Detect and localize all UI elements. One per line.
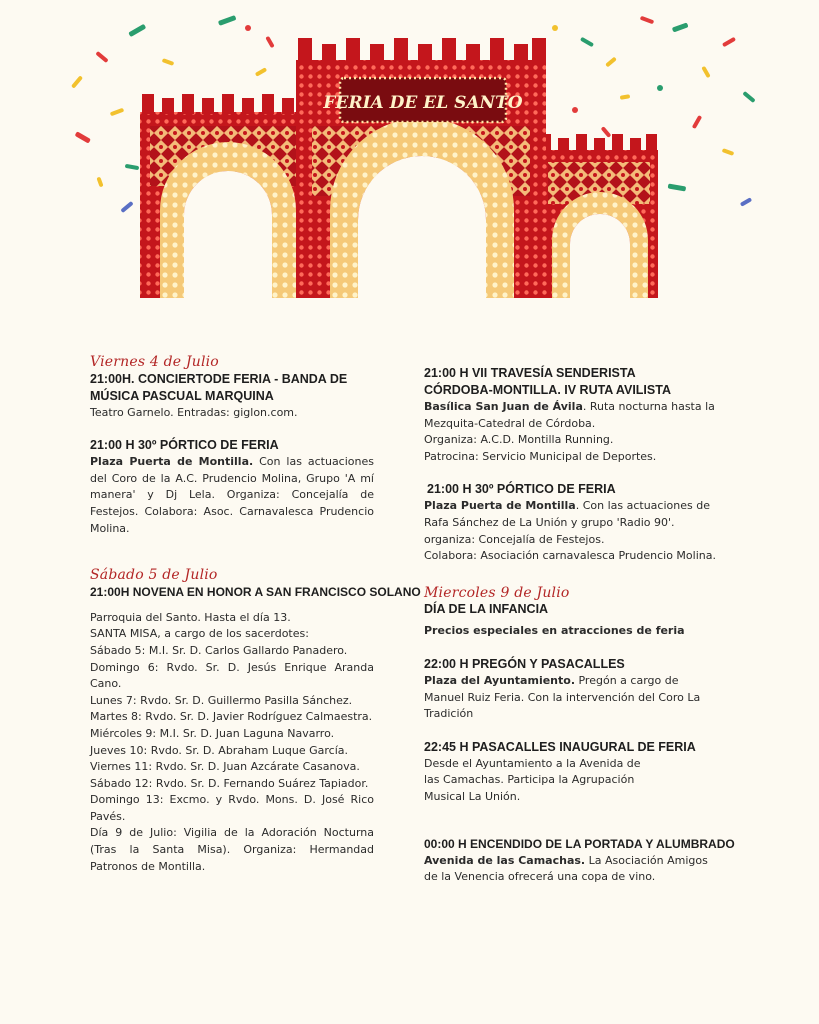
event-portico-viernes — [90, 437, 374, 537]
event-description-line: Musical La Unión. — [424, 789, 521, 803]
event-travesia — [424, 365, 734, 465]
arch-centre-tower — [296, 38, 546, 298]
novena-line: Domingo 13: Excmo. y Rvdo. Mons. D. José Rico Pavés. — [90, 793, 374, 823]
novena-line: Domingo 6: Rvdo. Sr. D. Jesús Enrique Aranda Cano. — [90, 660, 374, 691]
event-title: 00:00 H ENCENDIDO DE LA PORTADA Y ALUMBRADO — [424, 836, 735, 851]
event-organizer: organiza: Concejalía de Festejos. — [424, 532, 605, 546]
event-infancia — [424, 601, 734, 640]
event-location: Avenida de las Camachas. — [424, 853, 586, 867]
event-title: 21:00H NOVENA EN HONOR A SAN FRANCISCO SOLANO — [90, 584, 421, 599]
novena-line: Sábado 12: Rvdo. Sr. D. Fernando Suárez Tapiador. — [90, 776, 369, 790]
arch-left-wing — [140, 94, 310, 298]
event-title: 21:00 H 30º PÓRTICO DE FERIA — [427, 482, 616, 497]
event-title-line: CÓRDOBA-MONTILLA. IV RUTA AVILISTA — [424, 383, 671, 397]
event-pasacalles — [424, 739, 734, 806]
event-title: 21:00 H 30º PÓRTICO DE FERIA — [90, 438, 279, 453]
novena-line: Miércoles 9: M.I. Sr. D. Juan Laguna Navarro. — [90, 726, 335, 740]
novena-line: Jueves 10: Rvdo. Sr. D. Abraham Luque García. — [90, 743, 349, 757]
event-location: Plaza Puerta de Montilla. — [90, 455, 254, 469]
event-encendido — [424, 836, 735, 886]
event-location: Basílica San Juan de Ávila — [424, 400, 583, 413]
event-location: Plaza del Ayuntamiento. — [424, 673, 575, 687]
event-title-line: MÚSICA PASCUAL MARQUINA — [90, 388, 274, 403]
event-description: . Ruta nocturna hasta la Mezquita-Catedral de Córdoba. — [424, 400, 715, 430]
event-collaborator: Colabora: Asociación carnavalesca Prudencio Molina. — [424, 549, 716, 563]
novena-line: Martes 8: Rvdo. Sr. D. Javier Rodríguez Calmaestra. — [90, 710, 373, 724]
event-sponsor: Patrocina: Servicio Municipal de Deportes. — [424, 449, 657, 463]
novena-line: SANTA MISA, a cargo de los sacerdotes: — [90, 627, 309, 641]
event-description: Teatro Garnelo. Entradas: giglon.com. — [90, 405, 298, 419]
arch-right-wing — [540, 134, 658, 298]
novena-line: Viernes 11: Rvdo. Sr. D. Juan Azcárate Casanova. — [90, 760, 360, 774]
event-novena — [90, 584, 421, 876]
event-title: 22:00 H PREGÓN Y PASACALLES — [424, 656, 625, 671]
event-title: 22:45 H PASACALLES INAUGURAL DE FERIA — [424, 739, 696, 754]
event-description: Pregón a cargo de Manuel Ruiz Feria. Con la intervención del Coro La Tradición — [424, 673, 701, 721]
event-location: Plaza Puerta de Montilla — [424, 499, 576, 513]
day-heading-sabado: Sábado 5 de Julio — [90, 567, 218, 584]
novena-line: Parroquia del Santo. Hasta el día 13. — [90, 610, 291, 624]
right-column — [424, 365, 734, 886]
novena-line: Sábado 5: M.I. Sr. D. Carlos Gallardo Panadero. — [90, 643, 348, 657]
event-concierto — [90, 371, 374, 422]
feria-arch-illustration — [0, 0, 819, 320]
event-description: La Asociación Amigos de la Venencia ofrecerá una copa de vino. — [424, 853, 708, 884]
left-column — [90, 354, 421, 875]
event-title-line: 21:00H. CONCIERTODE FERIA - BANDA DE — [90, 371, 348, 386]
event-pregon — [424, 656, 714, 723]
arch-sign-text: FERIA DE EL SANTO — [323, 93, 523, 113]
event-description-line: Desde el Ayuntamiento a la Avenida de — [424, 756, 641, 770]
novena-line: Día 9 de Julio: Vigilia de la Adoración Nocturna (Tras la Santa Misa). Organiza: Hermandad Patronos de Montilla. — [90, 826, 374, 873]
event-portico-jueves — [424, 481, 734, 564]
novena-line: Lunes 7: Rvdo. Sr. D. Guillermo Pasilla Sánchez. — [90, 693, 353, 707]
event-title: DÍA DE LA INFANCIA — [424, 602, 549, 617]
event-description: Con las actuaciones del Coro de la A.C. Prudencio Molina, Grupo 'A mí manera' y Dj Lela. Organiza: Concejalía de Festejos. Colabora: Asoc. Carnavalesca Prudencio Molina. — [90, 455, 374, 535]
day-heading-miercoles: Miercoles 9 de Julio — [424, 584, 570, 601]
event-organizer: Organiza: A.C.D. Montilla Running. — [424, 433, 614, 447]
event-description: Precios especiales en atracciones de feria — [424, 624, 685, 638]
event-description: . Con las actuaciones de Rafa Sánchez de La Unión y grupo 'Radio 90'. — [424, 499, 710, 529]
day-heading-viernes: Viernes 4 de Julio — [90, 354, 219, 370]
event-description-line: las Camachas. Participa la Agrupación — [424, 773, 635, 787]
event-title-line: 21:00 H VII TRAVESÍA SENDERISTA — [424, 366, 636, 380]
